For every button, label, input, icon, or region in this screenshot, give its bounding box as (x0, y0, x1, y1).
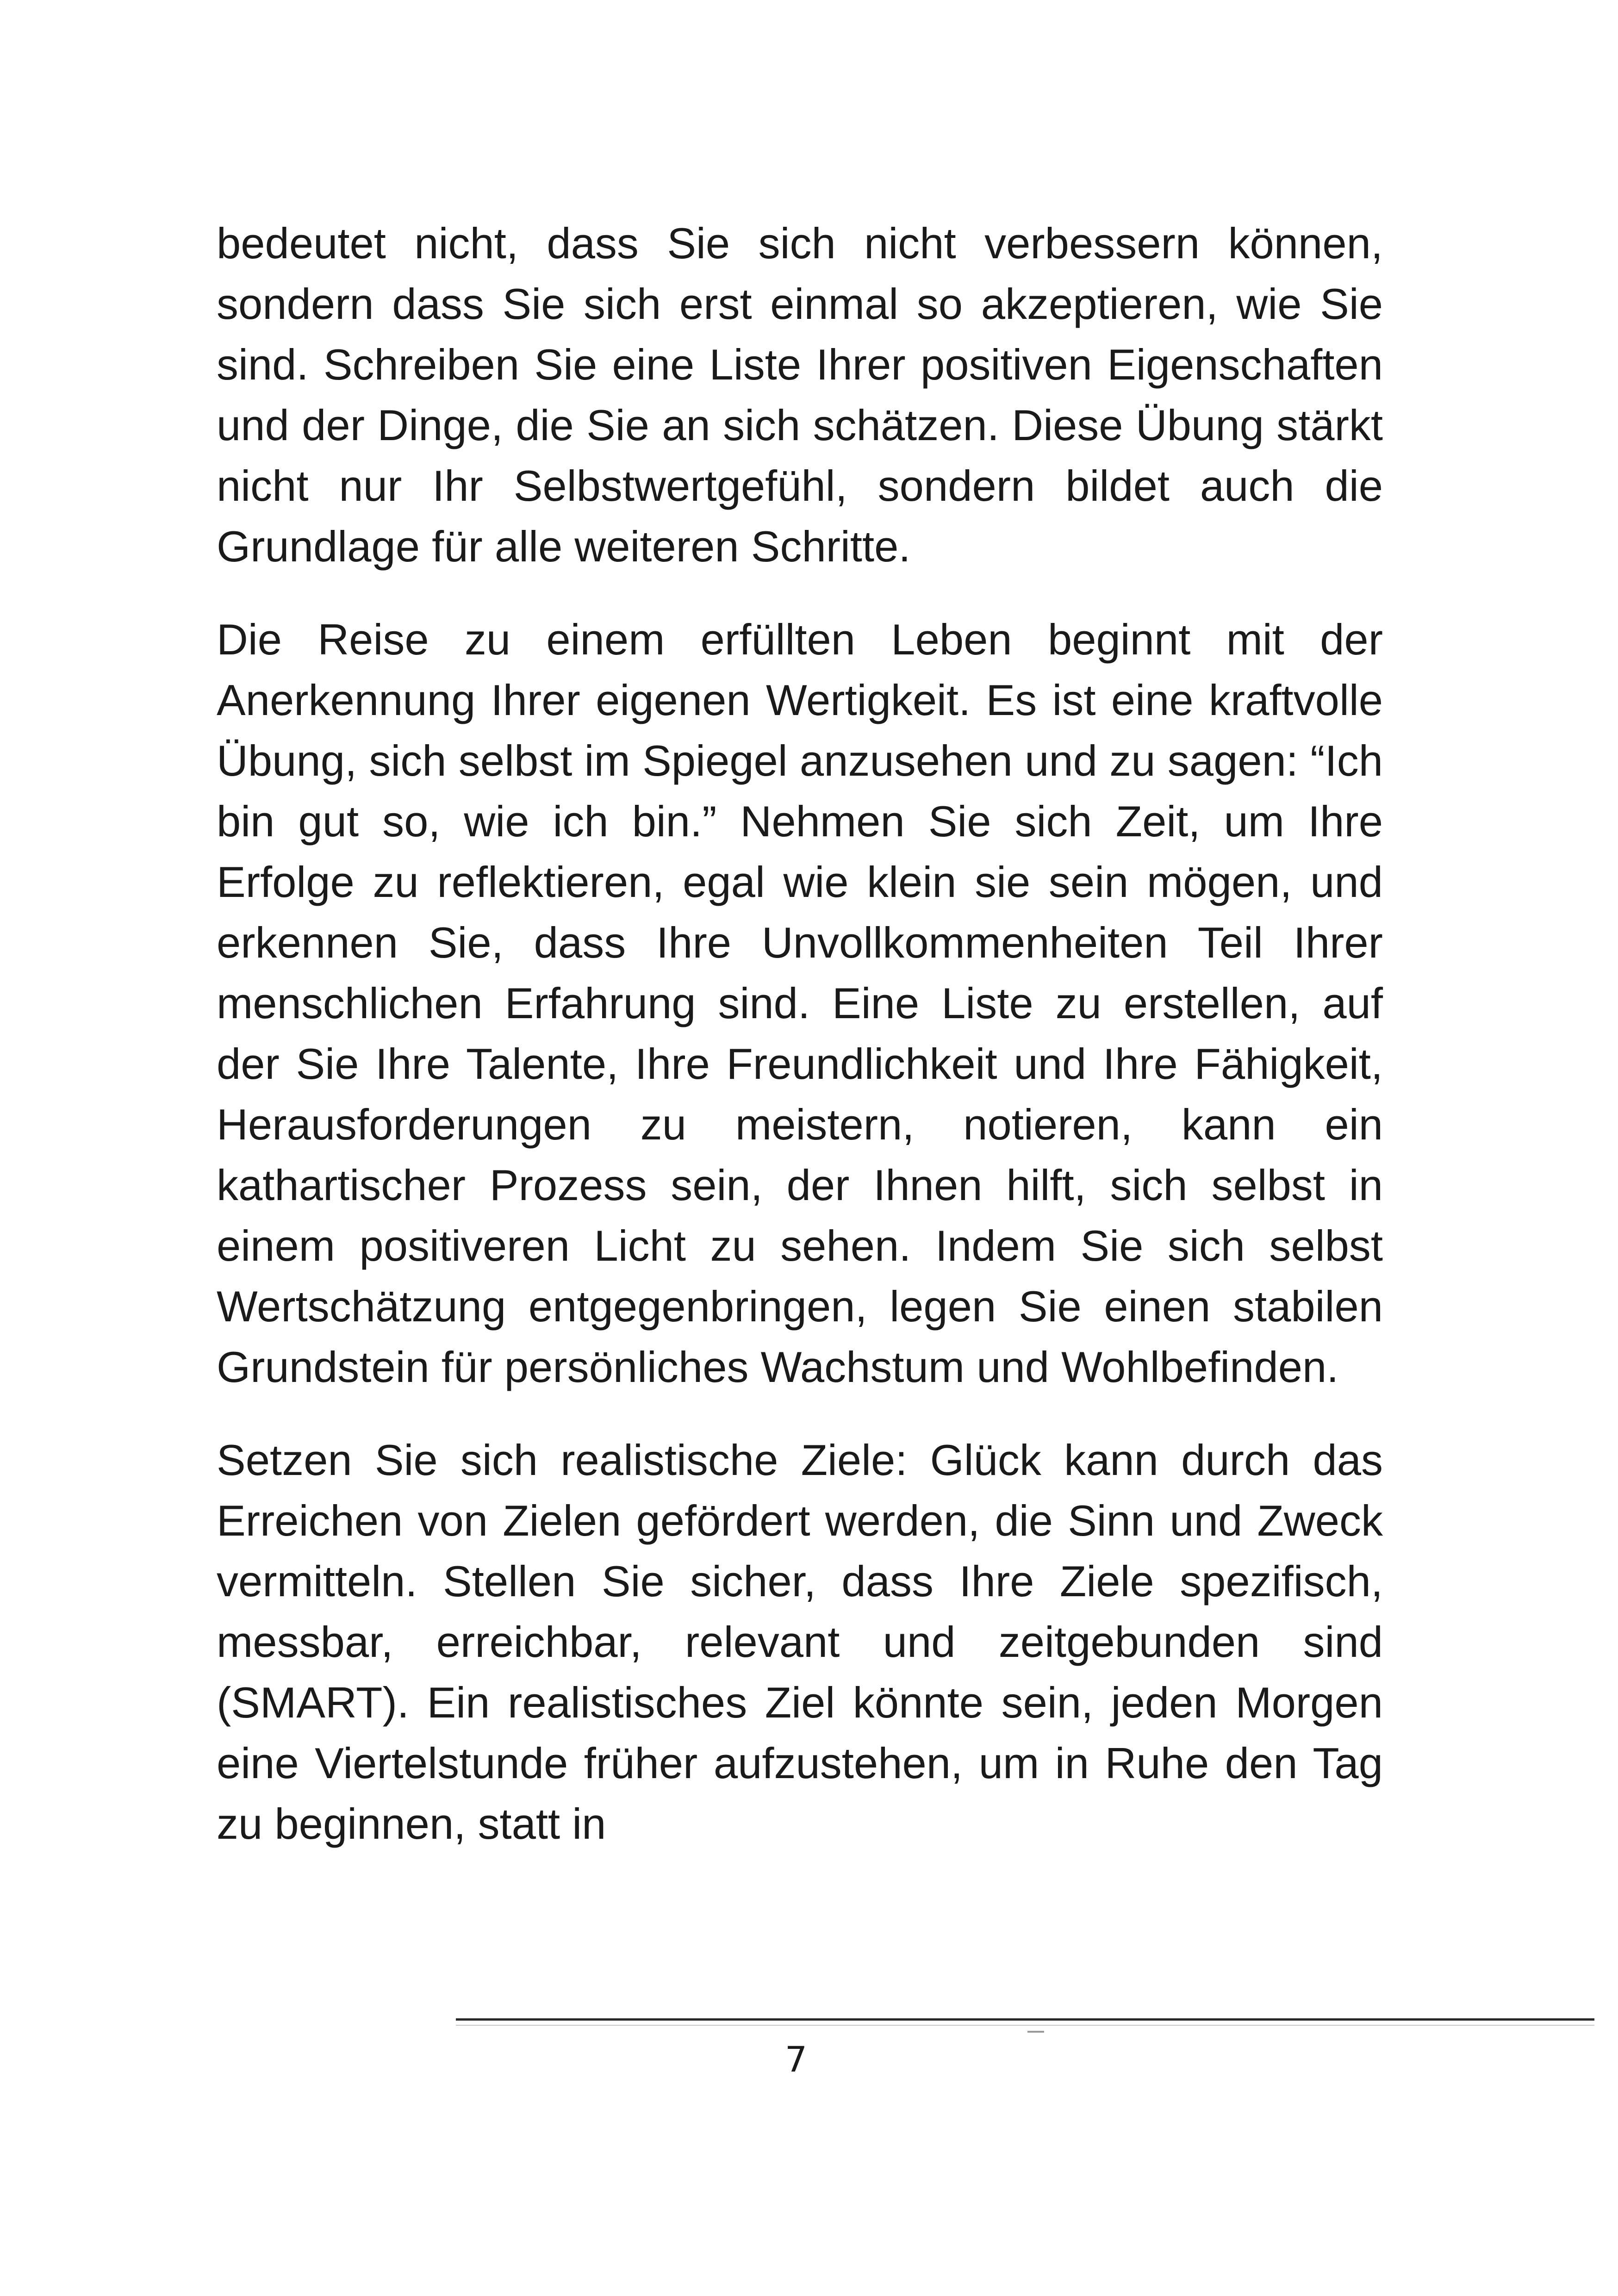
footer-divider (456, 2018, 1594, 2021)
body-text (217, 213, 1383, 1886)
footer-divider-shadow (456, 2025, 1594, 2026)
paragraph-1: bedeutet nicht, dass Sie sich nicht verbessern können, sondern dass Sie sich erst einmal so akzeptieren, wie Sie sind. Schreiben Sie eine Liste Ihrer positiven Eigenschaften und der Dinge, die Sie an sich schätzen. Diese Übung stärkt nicht nur Ihr Selbstwertgefühl, sondern bildet auch die Grundlage für alle weiteren Schritte. (217, 219, 1383, 571)
paragraph-2: Die Reise zu einem erfüllten Leben beginnt mit der Anerkennung Ihrer eigenen Wertigkeit. Es ist eine kraftvolle Übung, sich selbst im Spiegel anzusehen und zu sagen: “Ich bin gut so, wie ich bin.” Nehmen Sie sich Zeit, um Ihre Erfolge zu reflektieren, egal wie klein sie sein mögen, und erkennen Sie, dass Ihre Unvollkommenheiten Teil Ihrer menschlichen Erfahrung sind. Eine Liste zu erstellen, auf der Sie Ihre Talente, Ihre Freundlichkeit und Ihre Fähigkeit, Herausforderungen zu meistern, notieren, kann ein kathartischer Prozess sein, der Ihnen hilft, sich selbst in einem positiveren Licht zu sehen. Indem Sie sich selbst Wertschätzung entgegenbringen, legen Sie einen stabilen Grundstein für persönliches Wachstum und Wohlbefinden. (217, 615, 1383, 1391)
paragraph-3: Setzen Sie sich realistische Ziele: Glück kann durch das Erreichen von Zielen gefördert werden, die Sinn und Zweck vermitteln. Stellen Sie sicher, dass Ihre Ziele spezifisch, messbar, erreichbar, relevant und zeitgebunden sind (SMART). Ein realistisches Ziel könnte sein, jeden Morgen eine Viertelstunde früher aufzustehen, um in Ruhe den Tag zu beginnen, statt in (217, 1436, 1383, 1848)
page-number: 7 (784, 2039, 808, 2080)
footer-tick-mark (1027, 2031, 1044, 2033)
